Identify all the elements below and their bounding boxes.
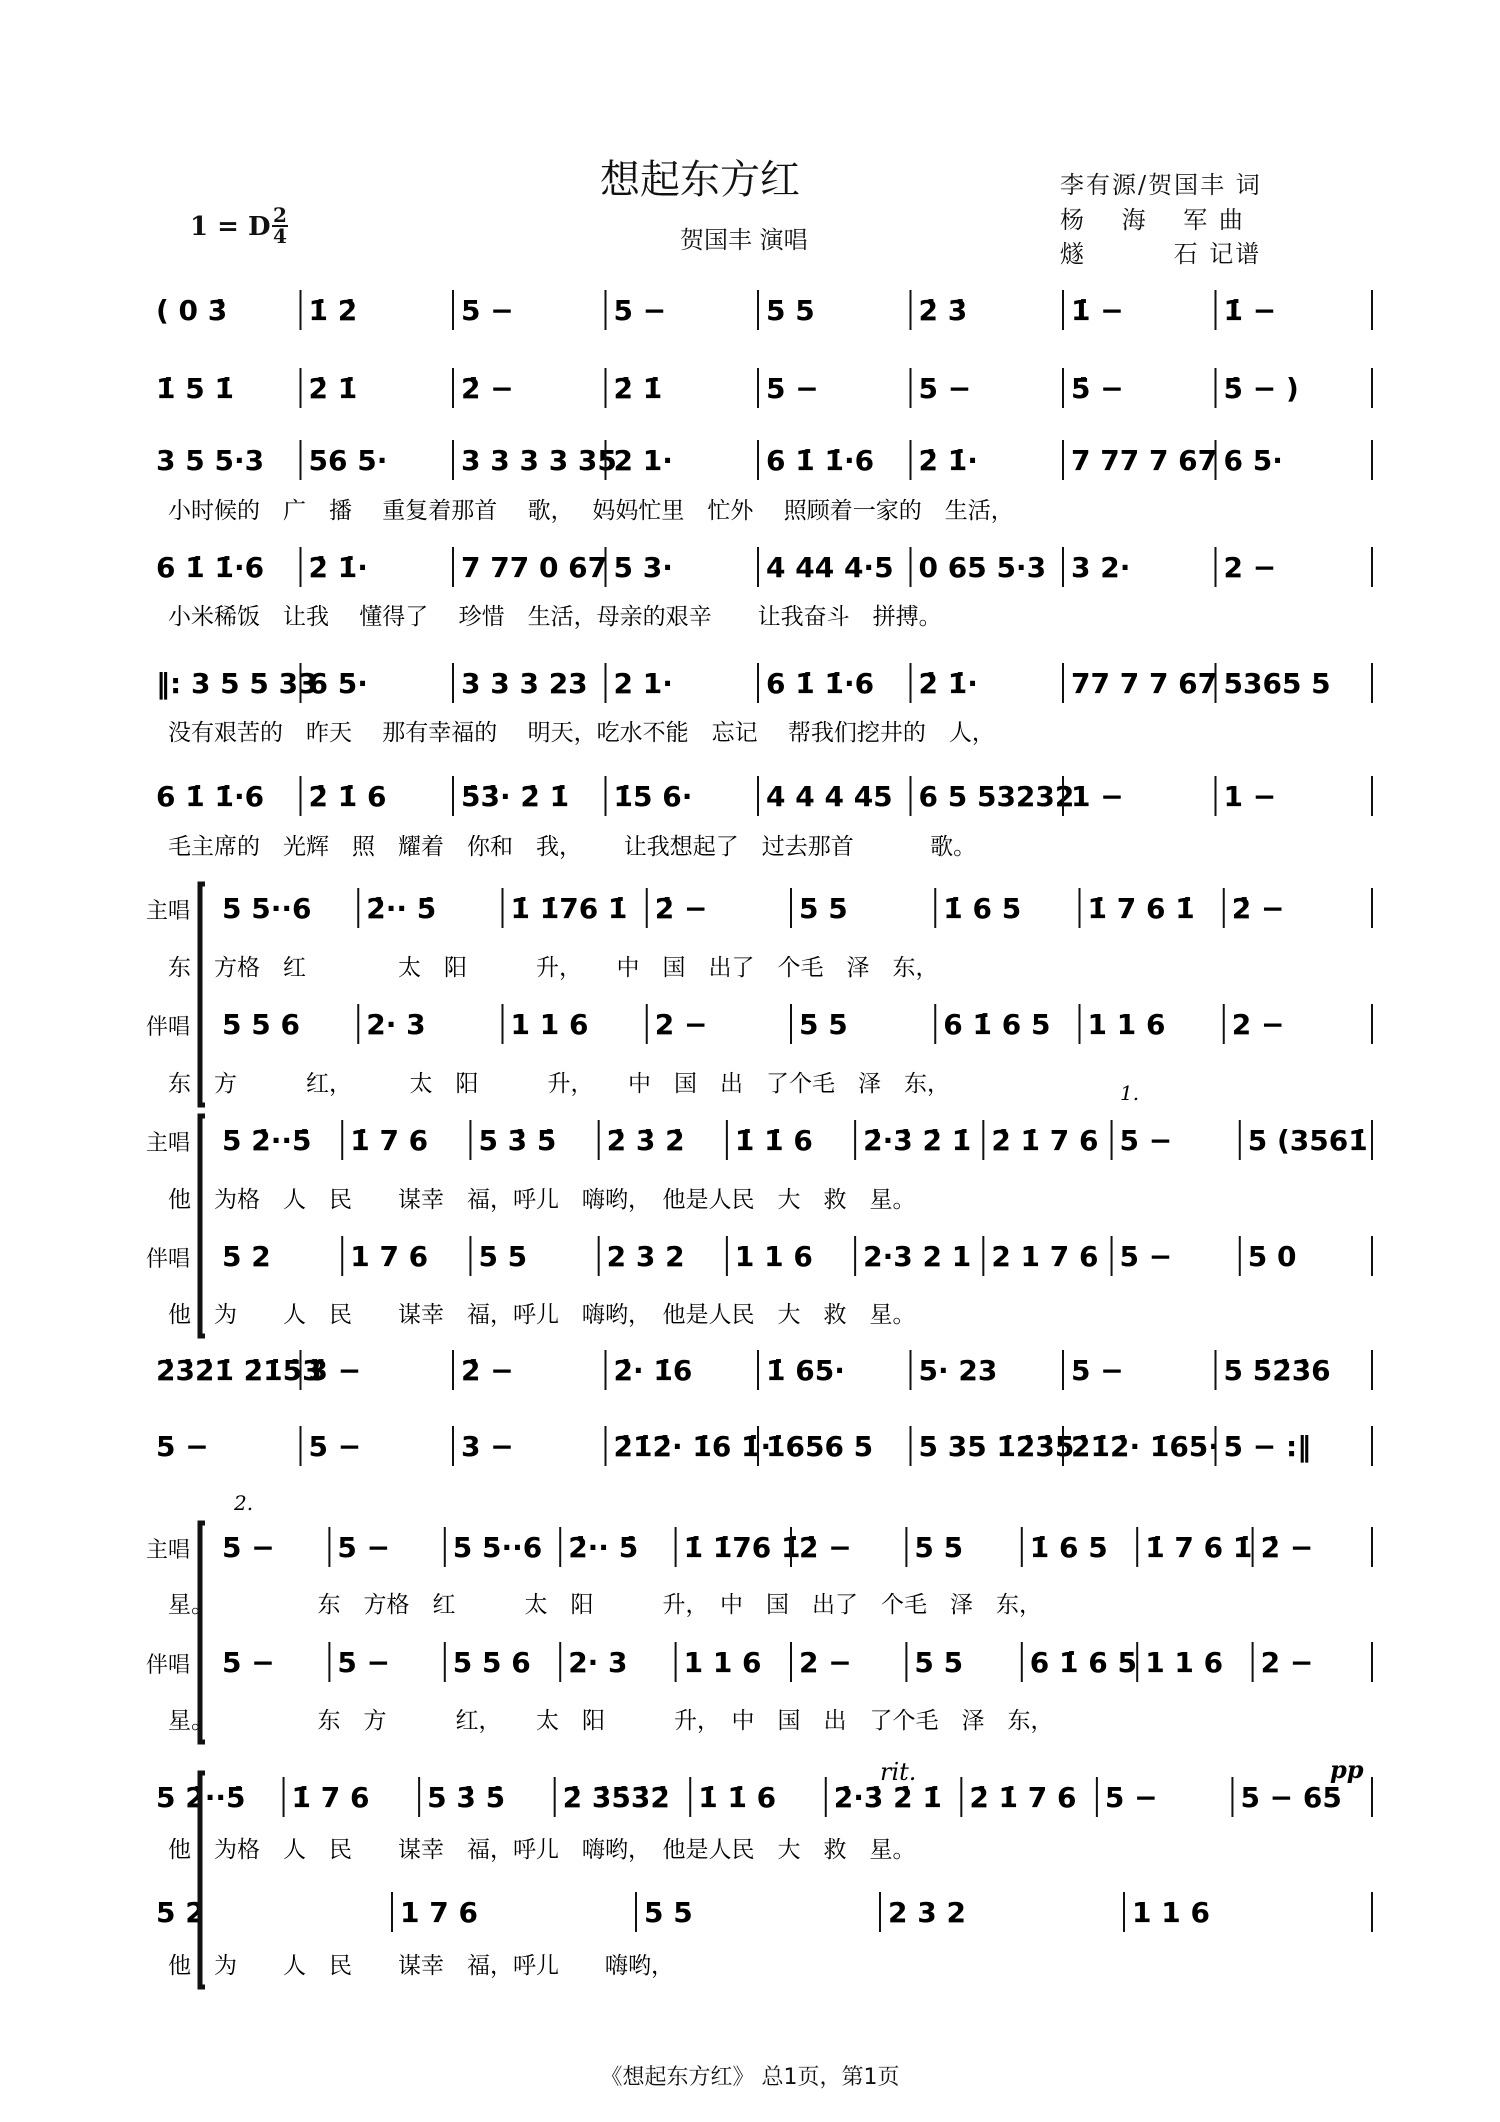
notation-bar: 2̇ −	[1260, 1531, 1314, 1564]
notation-bar: 1̇ 7 6	[350, 1124, 429, 1157]
notation-bar: 2 1·	[613, 444, 673, 477]
notation-bar: 2 −	[1260, 1646, 1314, 1679]
notation-bar: 2 −	[1231, 1008, 1285, 1041]
notation-bar: 1̇ 2̇	[308, 294, 358, 327]
notation-row	[156, 440, 1372, 480]
notation-bar: 1̇ 1̇ 6	[734, 1124, 813, 1157]
notation-row	[146, 888, 1372, 928]
notation-bar: 5 −	[1119, 1124, 1173, 1157]
notation-bar: 2̇ 1̇ 7 6	[969, 1781, 1077, 1814]
lyric-line: 东 方格 红 太 阳 升， 中 国 出了 个毛 泽 东，	[168, 955, 939, 981]
notation-bar: 1 1 6	[1087, 1008, 1166, 1041]
notation-bar: 1̇656 5	[766, 1430, 874, 1463]
lyricist-credit: 李有源/贺国丰 词	[1060, 171, 1262, 199]
notation-bar: 5 −	[222, 1646, 275, 1679]
notation-bar: 1̇ 1̇76 1̇	[510, 892, 628, 925]
notation-bar: 5 0	[1247, 1240, 1297, 1273]
part-label: 主唱	[146, 1131, 191, 1156]
notation-bar: 5 5 6	[452, 1646, 531, 1679]
notation-bar: 5 −	[337, 1531, 391, 1564]
notation-bar: 2̇ 1̇·	[918, 667, 978, 700]
lyric-line: 星。 东 方 红， 太 阳 升， 中 国 出 了个毛 泽 东，	[168, 1708, 1054, 1734]
notation-bar: 5 5	[799, 1008, 848, 1041]
notation-bar: 2· 3	[366, 1008, 426, 1041]
notation-bar: 1̇ 7 6 1̇	[1145, 1531, 1253, 1564]
notation-bar: 2 3 2	[888, 1896, 966, 1929]
part-label: 伴唱	[146, 1247, 191, 1272]
notation-bar: 3 3 3 3 35	[461, 444, 617, 477]
notation-bar: 2·3 2 1	[863, 1240, 972, 1273]
notation-bar: 5 −	[918, 372, 972, 405]
notation-bar: 6 5 53232	[918, 780, 1075, 813]
notation-bar: 2̇ 1̇·	[308, 551, 368, 584]
notation-bar: 1̇ 6 5	[1029, 1531, 1108, 1564]
notation-row	[146, 1527, 1372, 1567]
notation-bar: 5 −	[1119, 1240, 1173, 1273]
notation-row	[156, 1350, 1372, 1390]
notation-bar: 2̇ 1̇	[613, 372, 663, 405]
notation-row	[156, 1892, 1372, 1932]
notation-bar: 5 −	[766, 372, 819, 405]
notation-bar: 6 1̇ 6 5	[943, 1008, 1051, 1041]
notation-bar: 5 −	[613, 294, 667, 327]
notation-bar: 2̇ 1̇ 6	[308, 780, 387, 813]
notation-bar: 7 77 0 67	[461, 551, 608, 584]
notation-bar: 5 5̇2̇3̇6	[1223, 1354, 1331, 1387]
notation-bar: 3 5 5·3	[156, 444, 265, 477]
composer-credit: 杨 海 军 曲	[1060, 206, 1245, 234]
lyric-line: 小时候的 广 播 重复着那首 歌， 妈妈忙里 忙外 照顾着一家的 生活，	[168, 498, 1014, 524]
notation-bar: 5 35 1̇2̇3̇5	[918, 1430, 1075, 1463]
notation-bar: 6 1̇ 6 5	[1029, 1646, 1137, 1679]
lyric-line: 星。 东 方格 红 太 阳 升， 中 国 出了 个毛 泽 东，	[168, 1592, 1042, 1618]
notation-bar: 6 1̇ 1̇·6	[766, 444, 875, 477]
notation-bar: 5 3̇ 5̇	[427, 1781, 506, 1814]
page-title: 想起东方红	[600, 157, 800, 203]
notation-bar: 56 5·	[308, 444, 388, 477]
page-footer: 《想起东方红》 总1页，第1页	[600, 2065, 900, 2090]
notation-bar: 2̇·3̇ 2̇ 1̇	[863, 1124, 972, 1157]
notation-row	[156, 547, 1372, 587]
lyric-line: 他 为 人 民 谋幸 福，呼儿 嗨哟， 他是人民 大 救 星。	[168, 1302, 916, 1328]
notation-row	[156, 1777, 1372, 1817]
notation-bar: 2̇· 1̇6	[613, 1354, 693, 1387]
notation-bar: 6 5·	[308, 667, 368, 700]
notation-bar: 5 2	[222, 1240, 271, 1273]
volta-2: 2.	[234, 1491, 254, 1515]
notation-bar: 5 −	[461, 294, 514, 327]
notation-bar: 5 −	[222, 1531, 275, 1564]
notation-bar: 5 3·	[613, 551, 673, 584]
notation-bar: 5 5	[766, 294, 815, 327]
notation-bar: 1 1 6	[734, 1240, 813, 1273]
notation-bar: 5̇ − )	[1223, 372, 1299, 405]
notation-bar: 5 −	[337, 1646, 391, 1679]
notation-bar: 6 1̇ 1̇·6	[766, 667, 875, 700]
notation-bar: 1 1 6	[1145, 1646, 1224, 1679]
notation-bar: 1̇ 7 6	[291, 1781, 370, 1814]
notation-bar: 6 1̇ 1̇·6	[156, 780, 265, 813]
notation-bar: 5 5··6	[452, 1531, 543, 1564]
notation-bar: 5̇ −	[1071, 372, 1124, 405]
notation-bar: 2̇ −	[654, 892, 708, 925]
notation-bar: 2̇ 3̇	[918, 294, 968, 327]
lyric-line: 他 为格 人 民 谋幸 福，呼儿 嗨哟， 他是人民 大 救 星。	[168, 1837, 916, 1863]
notation-bar: 1̇ −	[1223, 294, 1277, 327]
notation-bar: 2̇ −	[1231, 892, 1285, 925]
notation-bar: 1̇5 6·	[613, 780, 693, 813]
notation-bar: 2̇ 3̇ 2̇	[606, 1124, 685, 1157]
notation-bar: 5̇3̇· 2̇ 1̇	[461, 780, 570, 813]
notation-bar: 5 −	[1104, 1781, 1158, 1814]
notation-bar: 2 1·	[613, 667, 673, 700]
part-label: 主唱	[146, 899, 191, 924]
dynamic-mark: pp	[1330, 1755, 1364, 1784]
notation-row	[146, 1004, 1372, 1044]
notation-bar: 5 5	[914, 1531, 964, 1564]
ritardando-mark: rit.	[880, 1758, 917, 1786]
part-label: 伴唱	[146, 1015, 191, 1040]
notation-bar: 3 −	[461, 1430, 514, 1463]
notation-bar: 77 7 7 67	[1071, 667, 1218, 700]
notation-bar: 2̇1̇2̇· 1̇65·	[1071, 1430, 1219, 1463]
time-signature-bottom: 4	[273, 224, 287, 248]
notation-bar: 5 2	[156, 1896, 205, 1929]
notation-bar: 2̇ −	[461, 1354, 514, 1387]
notation-row	[156, 776, 1372, 816]
notation-bar: 5 5 6	[222, 1008, 300, 1041]
notation-bar: ( 0 3̇	[156, 294, 228, 327]
notation-bar: 1 −	[1071, 780, 1124, 813]
notation-bar: 4 4 4 45	[766, 780, 893, 813]
notation-bar: 3̇ −	[308, 1354, 362, 1387]
notation-bar: 2̇3̇2̇1̇ 2̇1̇5̇3̇	[156, 1354, 322, 1387]
singer-credit: 贺国丰 演唱	[680, 226, 808, 254]
notation-bar: 1 7 6	[400, 1896, 478, 1929]
notation-bar: 2 3 2	[606, 1240, 685, 1273]
notation-bar: 2̇ −	[799, 1531, 852, 1564]
notation-bar: 5 5	[799, 892, 848, 925]
notation-bar: 7 77 7 67	[1071, 444, 1218, 477]
part-label: 主唱	[146, 1538, 191, 1563]
notation-row	[156, 1426, 1372, 1466]
notation-row	[156, 663, 1372, 703]
notation-bar: 1 −	[1223, 780, 1277, 813]
notation-bar: 5 − 65	[1240, 1781, 1342, 1814]
notation-bar: 1 1 6	[683, 1646, 762, 1679]
notation-bar: 6 1̇ 1̇·6	[156, 551, 265, 584]
notation-bar: 5 5	[644, 1896, 693, 1929]
volta-1: 1.	[1120, 1081, 1140, 1105]
notation-bar: 5 − :‖	[1223, 1430, 1312, 1463]
notation-bar: 5 (3561̇	[1247, 1124, 1368, 1157]
notation-bar: 2̇ 3̇5̇3̇2̇	[562, 1781, 670, 1814]
notation-bar: 1̇ 5 1̇	[156, 372, 234, 405]
notation-bar: 5 2̇··5̇	[156, 1781, 246, 1814]
lyric-line: 他 为 人 民 谋幸 福，呼儿 嗨哟，	[168, 1953, 674, 1979]
notation-bar: 2 −	[1223, 551, 1277, 584]
notation-bar: 2̇·· 5̇	[366, 892, 437, 925]
notation-bar: 3 2·	[1071, 551, 1131, 584]
notation-bar: 1̇ 6 5	[943, 892, 1022, 925]
notation-bar: 1 1 6	[1132, 1896, 1210, 1929]
transcriber-credit: 燧 石 记谱	[1060, 240, 1262, 268]
notation-bar: 1̇ 65·	[766, 1354, 845, 1387]
notation-row	[156, 290, 1372, 330]
notation-bar: 1̇ 1̇ 6	[698, 1781, 777, 1814]
notation-bar: 1 1 6	[510, 1008, 589, 1041]
key-signature: 1 = D	[190, 212, 271, 242]
notation-bar: 5 −	[156, 1430, 209, 1463]
notation-row	[156, 368, 1372, 408]
notation-bar: ‖: 3 5 5 33	[156, 667, 318, 700]
notation-bar: 2 −	[654, 1008, 708, 1041]
notation-bar: 1̇ 7 6 1̇	[1087, 892, 1195, 925]
lyric-line: 没有艰苦的 昨天 那有幸福的 明天，吃水不能 忘记 帮我们挖井的 人，	[168, 720, 995, 746]
notation-bar: 2̇1̇2̇· 1̇6 1̇·	[613, 1430, 772, 1463]
notation-bar: 2 1 7 6	[991, 1240, 1099, 1273]
notation-bar: 2· 3	[568, 1646, 628, 1679]
lyric-line: 毛主席的 光辉 照 耀着 你和 我， 让我想起了 过去那首 歌。	[168, 834, 977, 860]
lyric-line: 小米稀饭 让我 懂得了 珍惜 生活，母亲的艰辛 让我奋斗 拼搏。	[168, 604, 942, 630]
notation-bar: 5 2̇··5̇	[222, 1124, 312, 1157]
notation-bar: 5365 5	[1223, 667, 1331, 700]
notation-bar: 2̇·3̇ 2̇ 1̇	[833, 1781, 942, 1814]
notation-row	[146, 1642, 1372, 1682]
notation-bar: 2̇ 1̇ 7 6	[991, 1124, 1099, 1157]
notation-bar: 5 5	[914, 1646, 964, 1679]
part-label: 伴唱	[146, 1653, 191, 1678]
lyric-line: 东 方 红， 太 阳 升， 中 国 出 了个毛 泽 东，	[168, 1071, 950, 1097]
notation-row	[146, 1236, 1372, 1276]
notation-bar: 5 −	[1071, 1354, 1124, 1387]
notation-bar: 1̇ −	[1071, 294, 1124, 327]
notation-bar: 2̇ −	[461, 372, 514, 405]
time-signature-top: 2	[273, 203, 287, 227]
notation-bar: 2 −	[799, 1646, 852, 1679]
notation-bar: 5 −	[308, 1430, 362, 1463]
notation-bar: 2̇·· 5̇	[568, 1531, 639, 1564]
notation-bar: 1̇ 1̇76 1̇	[683, 1531, 801, 1564]
notation-bar: 4 44 4·5	[766, 551, 894, 584]
notation-bar: 2̇ 1̇	[308, 372, 358, 405]
score-lines	[146, 290, 1372, 1979]
notation-bar: 5· 23	[918, 1354, 998, 1387]
notation-bar: 6 5·	[1223, 444, 1283, 477]
notation-bar: 0 65 5·3	[918, 551, 1047, 584]
notation-bar: 2̇ 1̇·	[918, 444, 978, 477]
notation-bar: 3 3 3 23	[461, 667, 588, 700]
lyric-line: 他 为格 人 民 谋幸 福，呼儿 嗨哟， 他是人民 大 救 星。	[168, 1187, 916, 1213]
notation-bar: 1 7 6	[350, 1240, 429, 1273]
notation-bar: 5 5··6	[222, 892, 312, 925]
notation-row	[146, 1120, 1372, 1160]
notation-bar: 5 5	[478, 1240, 528, 1273]
notation-bar: 5 3̇ 5̇	[478, 1124, 557, 1157]
